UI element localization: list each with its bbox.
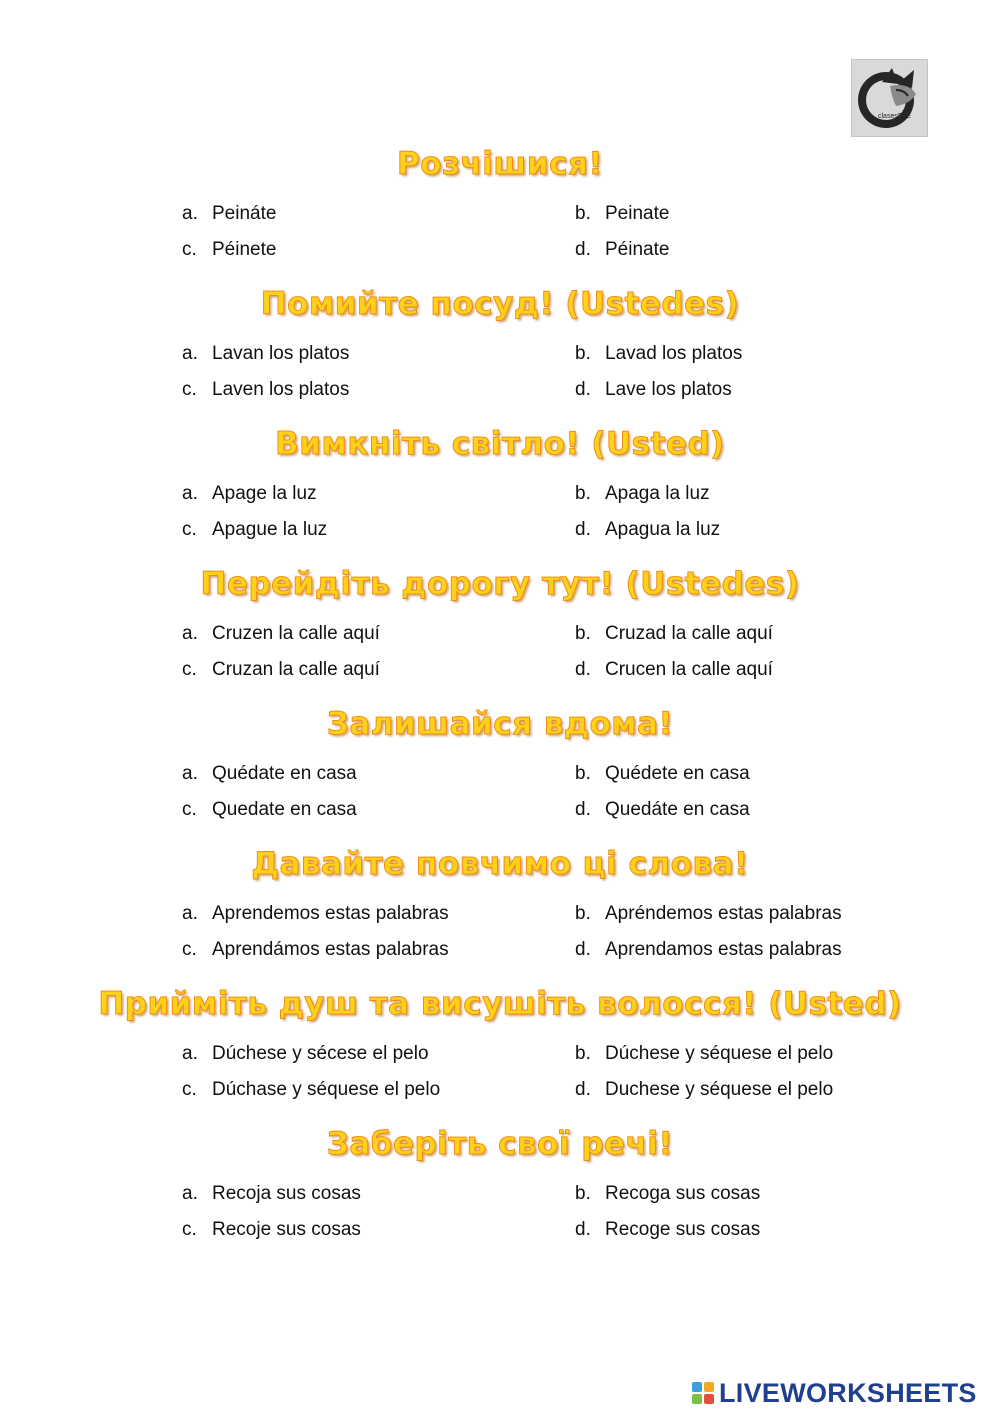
- option-letter: a.: [182, 1043, 198, 1064]
- option-text: Lave los platos: [605, 379, 732, 400]
- option-letter: b.: [575, 763, 591, 784]
- option-letter: d.: [575, 659, 591, 680]
- brand-text: LIVEWORKSHEETS: [719, 1377, 977, 1408]
- option-c[interactable]: [182, 1218, 361, 1242]
- option-d[interactable]: [575, 378, 732, 402]
- option-b[interactable]: [575, 342, 742, 366]
- option-b[interactable]: [575, 202, 669, 226]
- option-letter: b.: [575, 203, 591, 224]
- option-text: Recoja sus cosas: [212, 1183, 361, 1204]
- option-a[interactable]: [182, 482, 317, 506]
- option-text: Cruzan la calle aquí: [212, 659, 380, 680]
- brand-mark-square: [704, 1394, 714, 1404]
- option-letter: a.: [182, 623, 198, 644]
- option-text: Apagua la luz: [605, 519, 721, 540]
- option-letter: b.: [575, 903, 591, 924]
- question-prompt: Заберіть свої речі!: [326, 1126, 674, 1162]
- option-b[interactable]: [575, 622, 773, 646]
- brand-mark-square: [704, 1382, 714, 1392]
- liveworksheets-logo-icon: [692, 1382, 714, 1404]
- option-c[interactable]: [182, 658, 380, 682]
- option-letter: d.: [575, 239, 591, 260]
- option-letter: b.: [575, 1183, 591, 1204]
- option-a[interactable]: [182, 762, 357, 786]
- question-prompt: Залишайся вдома!: [326, 706, 674, 742]
- option-text: Duchese y séquese el pelo: [605, 1079, 834, 1100]
- option-text: Apaga la luz: [605, 483, 710, 504]
- option-letter: c.: [182, 939, 197, 960]
- option-d[interactable]: [575, 938, 842, 962]
- clases-ele-logo: [851, 59, 928, 137]
- option-text: Péinate: [605, 239, 670, 260]
- option-letter: c.: [182, 1079, 197, 1100]
- option-letter: a.: [182, 343, 198, 364]
- option-letter: a.: [182, 203, 198, 224]
- option-b[interactable]: [575, 762, 750, 786]
- option-c[interactable]: [182, 378, 349, 402]
- option-text: Apage la luz: [212, 483, 317, 504]
- option-text: Cruzen la calle aquí: [212, 623, 380, 644]
- liveworksheets-brand[interactable]: [692, 1377, 977, 1409]
- option-letter: d.: [575, 379, 591, 400]
- option-text: Cruzad la calle aquí: [605, 623, 773, 644]
- option-text: Peinate: [605, 203, 670, 224]
- option-d[interactable]: [575, 798, 750, 822]
- option-d[interactable]: [575, 238, 669, 262]
- option-text: Laven los platos: [212, 379, 350, 400]
- option-c[interactable]: [182, 238, 276, 262]
- option-text: Quédate en casa: [212, 763, 357, 784]
- option-text: Apague la luz: [212, 519, 328, 540]
- option-a[interactable]: [182, 902, 449, 926]
- option-a[interactable]: [182, 342, 349, 366]
- option-letter: a.: [182, 483, 198, 504]
- option-text: Dúchese y sécese el pelo: [212, 1043, 429, 1064]
- option-letter: b.: [575, 1043, 591, 1064]
- option-d[interactable]: [575, 1078, 833, 1102]
- option-c[interactable]: [182, 518, 327, 542]
- question-prompt: Помийте посуд! (Ustedes): [260, 286, 740, 322]
- brand-mark-square: [692, 1394, 702, 1404]
- option-text: Quedate en casa: [212, 799, 357, 820]
- option-letter: a.: [182, 763, 198, 784]
- option-letter: c.: [182, 799, 197, 820]
- option-text: Apréndemos estas palabras: [605, 903, 842, 924]
- option-d[interactable]: [575, 1218, 760, 1242]
- option-text: Dúchase y séquese el pelo: [212, 1079, 441, 1100]
- question-prompt: Давайте повчимо ці слова!: [251, 846, 749, 882]
- option-text: Lavad los platos: [605, 343, 743, 364]
- logo-text: clasesELE: [878, 113, 912, 120]
- option-letter: c.: [182, 379, 197, 400]
- option-text: Recoje sus cosas: [212, 1219, 361, 1240]
- option-letter: c.: [182, 239, 197, 260]
- option-c[interactable]: [182, 798, 357, 822]
- option-text: Recoge sus cosas: [605, 1219, 761, 1240]
- wolf-logo-icon: [852, 60, 927, 136]
- option-a[interactable]: [182, 1042, 429, 1066]
- option-letter: c.: [182, 1219, 197, 1240]
- option-text: Aprendemos estas palabras: [212, 903, 449, 924]
- option-letter: d.: [575, 1219, 591, 1240]
- option-letter: a.: [182, 1183, 198, 1204]
- option-text: Aprendamos estas palabras: [605, 939, 842, 960]
- option-text: Peináte: [212, 203, 277, 224]
- option-letter: c.: [182, 519, 197, 540]
- option-text: Aprendámos estas palabras: [212, 939, 449, 960]
- option-letter: b.: [575, 483, 591, 504]
- option-letter: d.: [575, 799, 591, 820]
- option-text: Quédete en casa: [605, 763, 750, 784]
- option-c[interactable]: [182, 938, 449, 962]
- option-text: Péinete: [212, 239, 277, 260]
- question-prompt: Розчішися!: [396, 146, 603, 182]
- option-a[interactable]: [182, 202, 276, 226]
- option-text: Crucen la calle aquí: [605, 659, 773, 680]
- question-prompt: Перейдіть дорогу тут! (Ustedes): [200, 566, 800, 602]
- option-b[interactable]: [575, 482, 710, 506]
- option-letter: d.: [575, 519, 591, 540]
- option-letter: b.: [575, 343, 591, 364]
- question-prompt: Вимкніть світло! (Usted): [275, 426, 725, 462]
- brand-mark-square: [692, 1382, 702, 1392]
- option-d[interactable]: [575, 518, 720, 542]
- option-text: Recoga sus cosas: [605, 1183, 761, 1204]
- option-b[interactable]: [575, 902, 842, 926]
- option-letter: d.: [575, 939, 591, 960]
- option-d[interactable]: [575, 658, 773, 682]
- option-a[interactable]: [182, 1182, 361, 1206]
- option-c[interactable]: [182, 1078, 440, 1102]
- option-letter: a.: [182, 903, 198, 924]
- option-letter: d.: [575, 1079, 591, 1100]
- option-letter: c.: [182, 659, 197, 680]
- option-a[interactable]: [182, 622, 380, 646]
- option-letter: b.: [575, 623, 591, 644]
- option-b[interactable]: [575, 1042, 833, 1066]
- option-text: Dúchese y séquese el pelo: [605, 1043, 834, 1064]
- option-text: Quedáte en casa: [605, 799, 750, 820]
- option-text: Lavan los platos: [212, 343, 350, 364]
- question-prompt: Прийміть душ та висушіть волосся! (Usted): [98, 986, 902, 1022]
- option-b[interactable]: [575, 1182, 760, 1206]
